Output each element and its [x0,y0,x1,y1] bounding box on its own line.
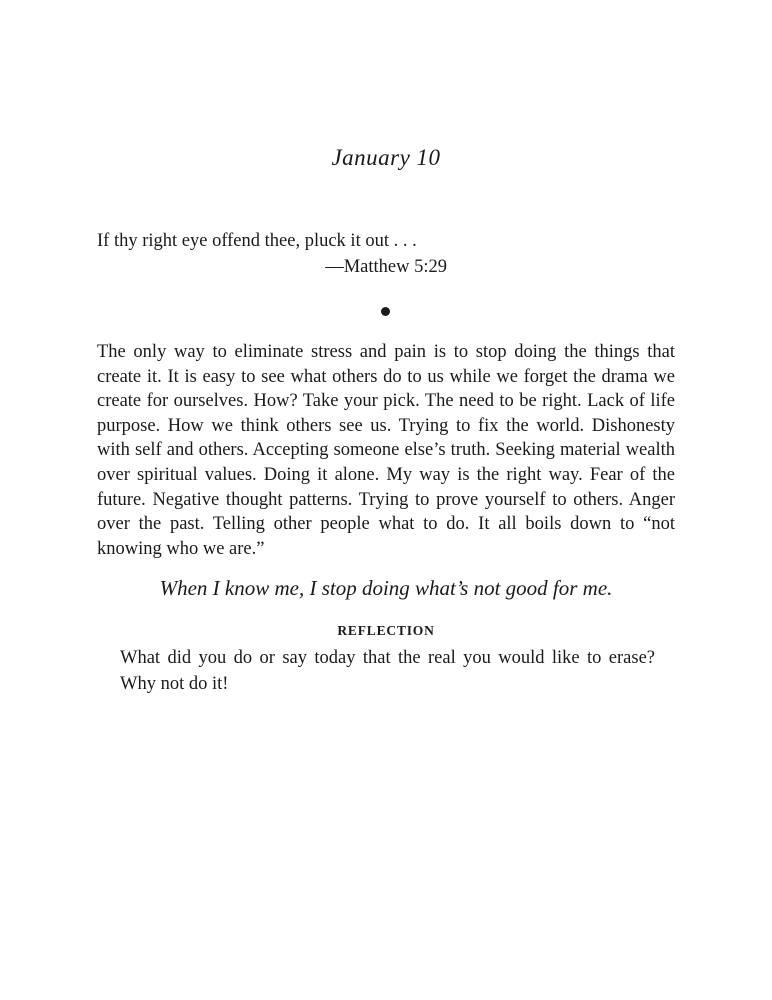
reflection-heading: REFLECTION [337,623,435,638]
affirmation: When I know me, I stop doing what’s not good for me. [159,576,613,600]
entry-date-title: January 10 [331,145,441,170]
epigraph-quote: If thy right eye offend thee, pluck it out . . . [97,231,417,251]
body-paragraph: The only way to eliminate stress and pain is to stop doing the things that create it. It is easy to see what others do to us while we forget the drama we create for ourselves. How? Take your pick. The need to be right. Lack of life purpose. How we think others see us. Trying to fix the world. Dishonesty with self and others. Accepting someone else’s truth. Seeking material wealth over spiritual values. Doing it alone. My way is the right way. Fear of the future. Negative thought patterns. Trying to prove yourself to others. Anger over the past. Telling other people what to do. It all boils down to “not knowing who we are.” [97,342,675,559]
reflection-text: What did you do or say today that the real you would like to erase? Why not do it! [120,648,655,694]
epigraph-source: —Matthew 5:29 [325,257,447,277]
bullet-separator [381,307,390,316]
